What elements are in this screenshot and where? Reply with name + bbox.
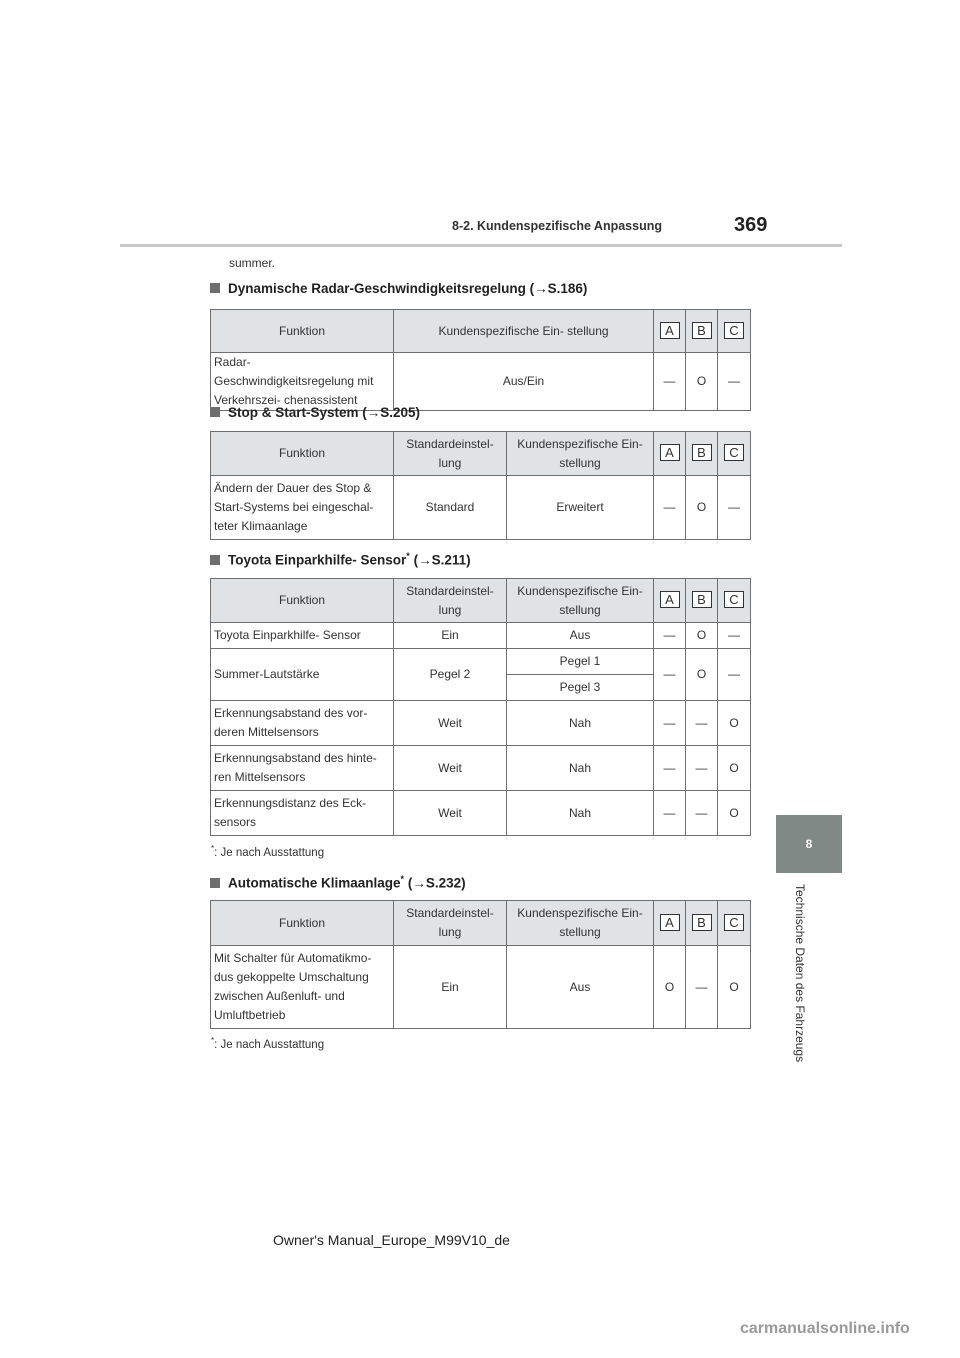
header-rule bbox=[120, 244, 842, 247]
col-header-custom: Kundenspezifische Ein- stellung bbox=[507, 901, 654, 946]
table-parking-sensor bbox=[210, 578, 751, 836]
footnote bbox=[211, 1036, 324, 1051]
cell-a: — bbox=[654, 353, 686, 411]
footnote-marker: * bbox=[406, 551, 410, 561]
cell-b: O bbox=[686, 476, 718, 540]
table-row bbox=[211, 476, 751, 540]
col-header-custom: Kundenspezifische Ein- stellung bbox=[507, 432, 654, 476]
col-header-standard: Standardeinstel- lung bbox=[394, 901, 507, 946]
col-header-standard: Standardeinstel- lung bbox=[394, 579, 507, 623]
col-header-custom: Kundenspezifische Ein- stellung bbox=[507, 579, 654, 623]
table-row bbox=[211, 353, 751, 411]
mode-a-icon: A bbox=[660, 322, 680, 339]
cell-c: O bbox=[718, 946, 751, 1029]
heading-text: Toyota Einparkhilfe- Sensor bbox=[228, 552, 407, 568]
footnote bbox=[211, 844, 324, 859]
intro-text: summer. bbox=[229, 256, 276, 270]
page-ref-link[interactable]: S.232) bbox=[425, 875, 466, 891]
cell-a: — bbox=[654, 476, 686, 540]
square-bullet-icon bbox=[210, 407, 220, 417]
cell-b: O bbox=[686, 353, 718, 411]
page-ref-link[interactable]: S.205) bbox=[380, 405, 421, 420]
cell-a: — bbox=[654, 623, 686, 649]
cell-a: — bbox=[654, 746, 686, 791]
arrow-icon: → bbox=[418, 552, 432, 568]
col-header-a bbox=[654, 579, 686, 623]
heading-paren: ( bbox=[409, 552, 419, 568]
cell-funktion: Mit Schalter für Automatikmo- dus gekoppelte Umschaltung zwischen Außenluft- und Umluftbetrieb bbox=[211, 946, 394, 1029]
col-header-c bbox=[718, 432, 751, 476]
cell-c: O bbox=[718, 701, 751, 746]
mode-a-icon: A bbox=[660, 444, 680, 461]
page-ref-link[interactable]: S.211) bbox=[431, 552, 471, 568]
cell-c: O bbox=[718, 791, 751, 836]
table-row bbox=[211, 946, 751, 1029]
mode-c-icon: C bbox=[724, 444, 744, 461]
page-ref-link[interactable]: S.186) bbox=[547, 281, 588, 296]
col-header-standard: Standardeinstel- lung bbox=[394, 432, 507, 476]
cell-custom: Nah bbox=[507, 701, 654, 746]
cell-custom: Erweitert bbox=[507, 476, 654, 540]
mode-b-icon: B bbox=[692, 591, 712, 608]
square-bullet-icon bbox=[210, 555, 220, 565]
table-row bbox=[211, 701, 751, 746]
col-header-b bbox=[686, 579, 718, 623]
cell-a: — bbox=[654, 701, 686, 746]
table-row bbox=[211, 649, 751, 675]
mode-c-icon: C bbox=[724, 591, 744, 608]
heading-text: Automatische Klimaanlage bbox=[228, 875, 401, 891]
col-header-c bbox=[718, 901, 751, 946]
cell-standard: Weit bbox=[394, 701, 507, 746]
cell-a: — bbox=[654, 791, 686, 836]
footer-text: Owner's Manual_Europe_M99V10_de bbox=[273, 1232, 510, 1248]
footnote-text: : Je nach Ausstattung bbox=[214, 1038, 325, 1051]
cell-c: — bbox=[718, 649, 751, 701]
section-title: 8-2. Kundenspezifische Anpassung bbox=[452, 219, 662, 233]
square-bullet-icon bbox=[210, 878, 220, 888]
arrow-icon: → bbox=[366, 405, 381, 420]
section-heading-parking-sensor bbox=[210, 551, 471, 568]
col-header-b bbox=[686, 432, 718, 476]
cell-custom: Aus bbox=[507, 623, 654, 649]
cell-standard: Standard bbox=[394, 476, 507, 540]
cell-custom: Nah bbox=[507, 746, 654, 791]
cell-custom: Pegel 1 bbox=[507, 649, 654, 675]
cell-b: — bbox=[686, 746, 718, 791]
cell-c: — bbox=[718, 353, 751, 411]
footnote-marker: * bbox=[211, 844, 215, 853]
heading-text: Dynamische Radar-Geschwindigkeitsregelung ( bbox=[228, 281, 535, 296]
mode-b-icon: B bbox=[692, 322, 712, 339]
cell-b: O bbox=[686, 623, 718, 649]
heading-paren: ( bbox=[404, 875, 413, 891]
cell-funktion: Radar-Geschwindigkeitsregelung mit Verkehrszei- chenassistent bbox=[211, 353, 394, 411]
cell-c: — bbox=[718, 623, 751, 649]
page-number: 369 bbox=[734, 214, 768, 236]
mode-b-icon: B bbox=[692, 914, 712, 931]
cell-funktion: Toyota Einparkhilfe- Sensor bbox=[211, 623, 394, 649]
cell-custom: Aus bbox=[507, 946, 654, 1029]
cell-standard: Ein bbox=[394, 946, 507, 1029]
col-header-funktion: Funktion bbox=[211, 432, 394, 476]
col-header-funktion: Funktion bbox=[211, 310, 394, 353]
cell-a: O bbox=[654, 946, 686, 1029]
col-header-b bbox=[686, 901, 718, 946]
cell-a: — bbox=[654, 649, 686, 701]
table-climate bbox=[210, 900, 751, 1029]
table-radar bbox=[210, 309, 751, 411]
chapter-label: Technische Daten des Fahrzeugs bbox=[793, 884, 807, 1063]
table-stop-start bbox=[210, 431, 751, 540]
cell-b: O bbox=[686, 649, 718, 701]
cell-funktion: Erkennungsabstand des vor- deren Mittelsensors bbox=[211, 701, 394, 746]
col-header-a bbox=[654, 432, 686, 476]
cell-custom: Pegel 3 bbox=[507, 675, 654, 701]
mode-a-icon: A bbox=[660, 591, 680, 608]
arrow-icon: → bbox=[412, 875, 426, 891]
cell-funktion: Ändern der Dauer des Stop & Start-Systems bei eingeschal- teter Klimaanlage bbox=[211, 476, 394, 540]
col-header-custom: Kundenspezifische Ein- stellung bbox=[394, 310, 654, 353]
square-bullet-icon bbox=[210, 283, 220, 293]
section-heading-stop-start bbox=[210, 405, 420, 420]
footnote-marker: * bbox=[400, 874, 405, 884]
footnote-marker: * bbox=[211, 1036, 215, 1045]
mode-a-icon: A bbox=[660, 914, 680, 931]
cell-funktion: Summer-Lautstärke bbox=[211, 649, 394, 701]
section-heading-radar bbox=[210, 281, 587, 296]
arrow-icon: → bbox=[534, 281, 548, 296]
col-header-funktion: Funktion bbox=[211, 901, 394, 946]
col-header-c bbox=[718, 310, 751, 353]
col-header-funktion: Funktion bbox=[211, 579, 394, 623]
col-header-a bbox=[654, 901, 686, 946]
chapter-number: 8 bbox=[805, 837, 813, 851]
cell-b: — bbox=[686, 791, 718, 836]
cell-b: — bbox=[686, 946, 718, 1029]
table-row bbox=[211, 623, 751, 649]
table-row bbox=[211, 791, 751, 836]
mode-c-icon: C bbox=[724, 322, 744, 339]
cell-standard: Weit bbox=[394, 746, 507, 791]
cell-custom: Nah bbox=[507, 791, 654, 836]
cell-funktion: Erkennungsabstand des hinte- ren Mittelsensors bbox=[211, 746, 394, 791]
heading-text: Stop & Start-System ( bbox=[228, 405, 367, 420]
cell-b: — bbox=[686, 701, 718, 746]
cell-standard: Pegel 2 bbox=[394, 649, 507, 701]
chapter-tab[interactable] bbox=[776, 815, 842, 873]
table-row bbox=[211, 746, 751, 791]
col-header-c bbox=[718, 579, 751, 623]
mode-b-icon: B bbox=[692, 444, 712, 461]
cell-standard: Weit bbox=[394, 791, 507, 836]
footnote-text: : Je nach Ausstattung bbox=[214, 846, 325, 859]
watermark: carmanualsonline.info bbox=[740, 1320, 910, 1337]
cell-custom: Aus/Ein bbox=[394, 353, 654, 411]
cell-c: O bbox=[718, 746, 751, 791]
section-heading-climate bbox=[210, 874, 466, 891]
cell-standard: Ein bbox=[394, 623, 507, 649]
col-header-b bbox=[686, 310, 718, 353]
mode-c-icon: C bbox=[724, 914, 744, 931]
cell-c: — bbox=[718, 476, 751, 540]
col-header-a bbox=[654, 310, 686, 353]
cell-funktion: Erkennungsdistanz des Eck- sensors bbox=[211, 791, 394, 836]
